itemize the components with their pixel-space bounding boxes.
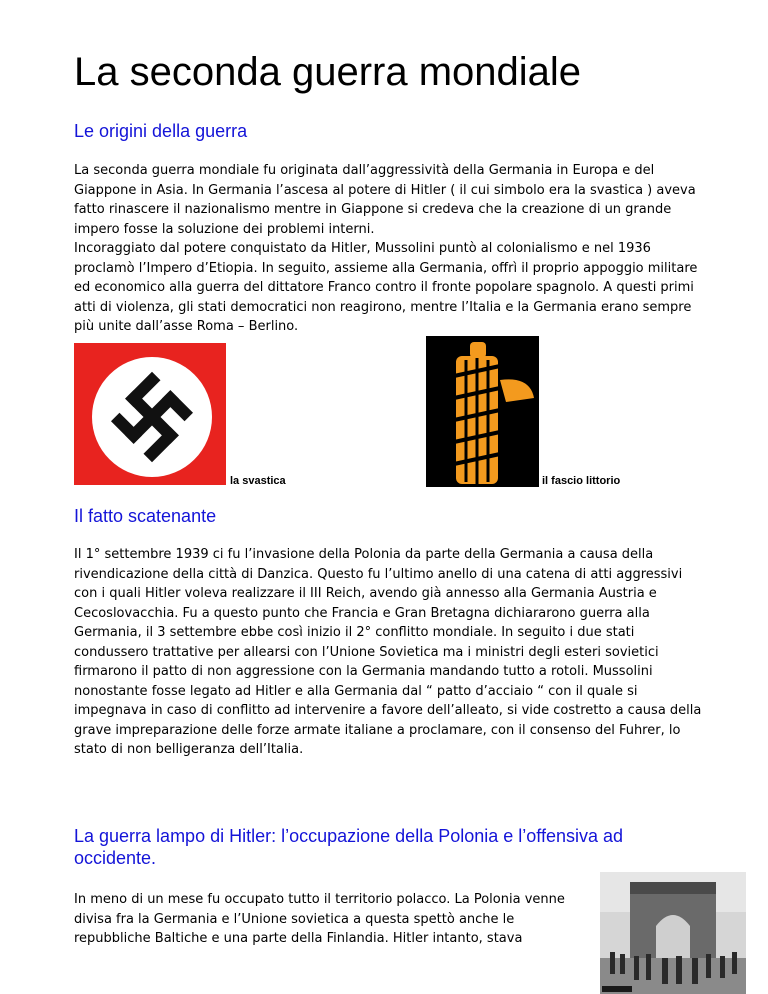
- fascio-littorio-image: [426, 336, 539, 487]
- fascio-caption: il fascio littorio: [542, 475, 621, 487]
- section-heading-blitzkrieg: La guerra lampo di Hitler: l’occupazione della Polonia e l’offensiva ad occidente.: [74, 826, 623, 868]
- svastica-caption: la svastica: [230, 475, 286, 487]
- fascio-littorio-graphic: [426, 336, 539, 487]
- section-heading-trigger: Il fatto scatenante: [74, 506, 217, 526]
- arc-de-triomphe-photo: [600, 872, 746, 994]
- svastica-flag-graphic: [74, 343, 226, 485]
- section-heading-origins: Le origini della guerra: [74, 121, 248, 141]
- section-paragraph-trigger: Il 1° settembre 1939 ci fu l’invasione della Polonia da parte della Germania a causa della rivendicazione della città di Danzica. Questo fu l’ultimo anello di una catena di atti aggressivi con i quali Hitler voleva realizzare il III Reich, avendo già annesso alla Germania Austria e Cecoslovacchia. Fu a questo punto che Francia e Gran Bretagna dichiararono guerra alla Germania, il 3 settembre ebbe così inizio il 2° conflitto mondiale. In seguito i due stati condussero trattative per allearsi con l’Unione Sovietica ma i ministri degli esteri sovietici firmarono il patto di non aggressione con la Germania mandando tutto a rotoli. Mussolini nonostante fosse legato ad Hitler e alla Germania dal “ patto d’acciaio “ con il quale si impegnava in caso di conflitto ad intervenire a favore dell’alleato, si vide costretto a causa della grave impreparazione delle forze armate italiane a proclamare, con il consenso del Fuhrer, lo stato di non belligeranza dell’Italia.: [74, 547, 702, 757]
- svastica-flag-image: [74, 343, 226, 485]
- page-title: La seconda guerra mondiale: [74, 50, 582, 94]
- section-paragraph-blitzkrieg: In meno di un mese fu occupato tutto il territorio polacco. La Polonia venne divisa fra la Germania e l’Unione sovietica a questa spettò anche le repubbliche Baltiche e una parte della Finlandia. Hitler intanto, stava: [74, 892, 565, 946]
- section-paragraph-origins: La seconda guerra mondiale fu originata dall’aggressività della Germania in Europa e del Giappone in Asia. In Germania l’ascesa al potere di Hitler ( il cui simbolo era la svastica ) aveva fatto rinascere il nazionalismo mentre in Giappone si credeva che la creazione di un grande impero fosse la soluzione dei problemi interni. Incoraggiato dal potere conquistato da Hitler, Mussolini puntò al colonialismo e nel 1936 proclamò l’Impero d’Etiopia. In seguito, assieme alla Germania, offrì il proprio appoggio militare ed economico alla guerra del dittatore Franco contro il fronte popolare spagnolo. A questi primi atti di violenza, gli stati democratici non reagirono, mentre l’Italia e la Germania erano sempre più unite dall’asse Roma – Berlino.: [74, 163, 698, 334]
- arc-de-triomphe-graphic: [600, 872, 746, 994]
